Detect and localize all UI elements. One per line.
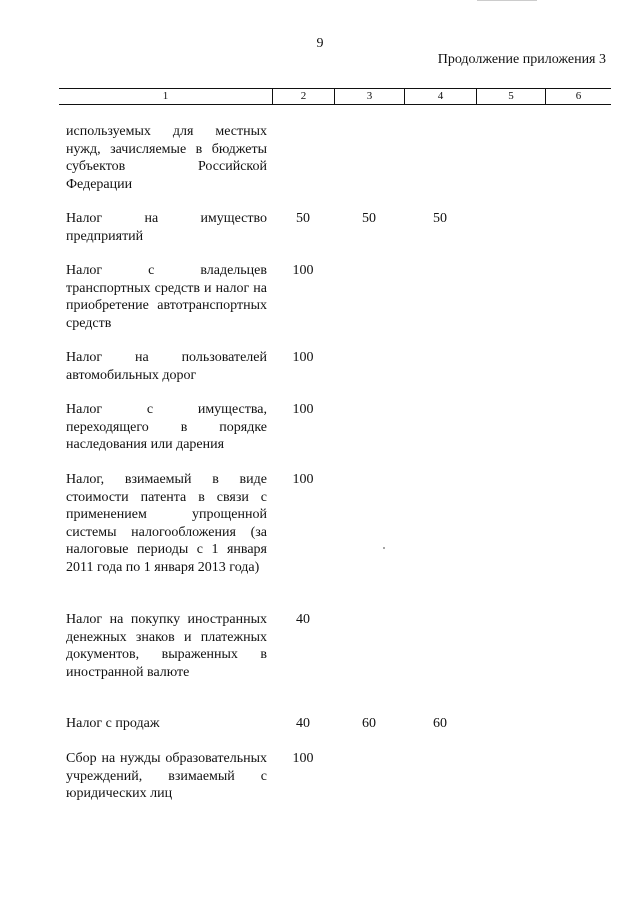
column-header-3: 3 xyxy=(335,89,405,104)
row-name: Налог с имущества, переходящего в порядке наследования или дарения xyxy=(66,402,267,452)
value-col-2: 40 xyxy=(296,716,310,731)
value-col-2: 50 xyxy=(296,211,310,226)
column-header-2: 2 xyxy=(273,89,335,104)
row-name: Налог с владельцев транспортных средств и налог на приобретение автотранспортных средств xyxy=(66,263,267,331)
value-col-2: 40 xyxy=(296,612,310,627)
value-col-2: 100 xyxy=(292,263,314,278)
scan-edge-mark xyxy=(477,0,537,1)
column-header-6: 6 xyxy=(575,90,582,102)
value-col-2: 100 xyxy=(292,472,314,487)
row-name: Налог с продаж xyxy=(66,716,160,731)
row-name: используемых для местных нужд, зачисляемые в бюджеты субъектов Российской Федерации xyxy=(66,124,267,192)
column-header-4: 4 xyxy=(405,89,477,104)
value-col-3: 60 xyxy=(362,716,376,731)
value-col-4: 60 xyxy=(433,716,447,731)
row-name: Налог, взимаемый в виде стоимости патента в связи с применением упрощенной системы налогообложения (за налоговые периоды с 1 января 2011 года по 1 января 2013 года) xyxy=(66,472,267,575)
value-col-2: 100 xyxy=(292,751,314,766)
value-col-2: 100 xyxy=(292,350,314,365)
page-number: 9 xyxy=(316,36,324,51)
value-col-2: 100 xyxy=(292,402,314,417)
row-name: Сбор на нужды образовательных учреждений, взимаемый с юридических лиц xyxy=(66,751,267,801)
row-name: Налог на имущество предприятий xyxy=(66,211,267,244)
continuation-note: Продолжение приложения 3 xyxy=(437,52,606,67)
row-name: Налог на пользователей автомобильных дорог xyxy=(66,350,267,383)
column-header-1: 1 xyxy=(59,89,273,104)
table-header-row xyxy=(59,88,611,105)
scan-speck xyxy=(383,547,385,549)
column-header-5: 5 xyxy=(477,89,546,104)
value-col-3: 50 xyxy=(362,211,376,226)
row-name: Налог на покупку иностранных денежных знаков и платежных документов, выраженных в иностранной валюте xyxy=(66,612,267,680)
value-col-4: 50 xyxy=(433,211,447,226)
